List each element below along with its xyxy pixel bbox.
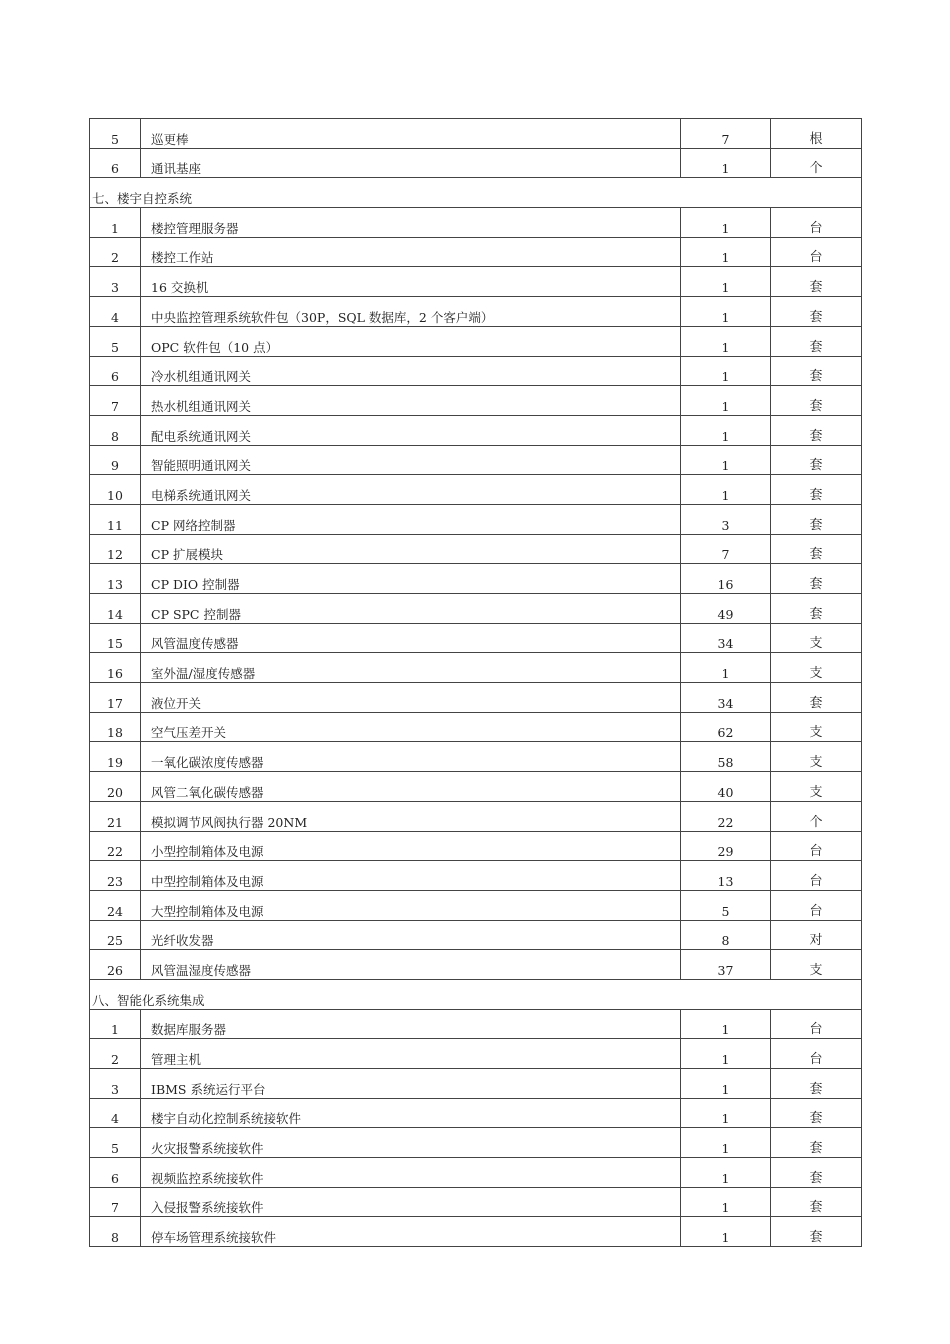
item-quantity: 1 xyxy=(681,1069,771,1099)
item-quantity: 1 xyxy=(681,297,771,327)
table-row xyxy=(90,1009,862,1039)
table-row xyxy=(90,267,862,297)
table-row xyxy=(90,1217,862,1247)
item-number: 16 xyxy=(90,653,141,683)
table-row xyxy=(90,861,862,891)
item-unit: 根 xyxy=(771,119,862,149)
item-unit: 套 xyxy=(771,504,862,534)
item-unit: 台 xyxy=(771,237,862,267)
item-name: 小型控制箱体及电源 xyxy=(141,831,681,861)
item-name: CP DIO 控制器 xyxy=(141,564,681,594)
item-unit: 套 xyxy=(771,475,862,505)
item-quantity: 1 xyxy=(681,148,771,178)
item-unit: 台 xyxy=(771,1009,862,1039)
table-row xyxy=(90,1128,862,1158)
item-quantity: 1 xyxy=(681,445,771,475)
item-quantity: 1 xyxy=(681,1039,771,1069)
item-quantity: 7 xyxy=(681,534,771,564)
item-unit: 套 xyxy=(771,297,862,327)
item-name: 通讯基座 xyxy=(141,148,681,178)
item-name: 楼宇自动化控制系统接软件 xyxy=(141,1098,681,1128)
item-quantity: 13 xyxy=(681,861,771,891)
item-quantity: 1 xyxy=(681,1187,771,1217)
table-row xyxy=(90,1039,862,1069)
item-quantity: 58 xyxy=(681,742,771,772)
section-title: 七、楼宇自控系统 xyxy=(90,178,862,208)
item-name: 中型控制箱体及电源 xyxy=(141,861,681,891)
item-number: 1 xyxy=(90,208,141,238)
item-unit: 套 xyxy=(771,1158,862,1188)
item-quantity: 1 xyxy=(681,1158,771,1188)
table-row xyxy=(90,772,862,802)
table-row xyxy=(90,208,862,238)
item-name: 中央监控管理系统软件包（30P，SQL 数据库，2 个客户端） xyxy=(141,297,681,327)
item-quantity: 1 xyxy=(681,1128,771,1158)
item-unit: 支 xyxy=(771,653,862,683)
item-unit: 套 xyxy=(771,326,862,356)
table-row xyxy=(90,831,862,861)
item-quantity: 1 xyxy=(681,208,771,238)
item-number: 12 xyxy=(90,534,141,564)
item-quantity: 22 xyxy=(681,801,771,831)
item-name: 数据库服务器 xyxy=(141,1009,681,1039)
item-number: 14 xyxy=(90,594,141,624)
item-name: 空气压差开关 xyxy=(141,712,681,742)
table-row xyxy=(90,504,862,534)
table-row xyxy=(90,920,862,950)
item-number: 20 xyxy=(90,772,141,802)
item-quantity: 16 xyxy=(681,564,771,594)
item-unit: 个 xyxy=(771,801,862,831)
item-name: 模拟调节风阀执行器 20NM xyxy=(141,801,681,831)
item-name: 风管温湿度传感器 xyxy=(141,950,681,980)
item-unit: 套 xyxy=(771,445,862,475)
item-quantity: 1 xyxy=(681,326,771,356)
item-unit: 套 xyxy=(771,683,862,713)
item-number: 3 xyxy=(90,267,141,297)
item-number: 21 xyxy=(90,801,141,831)
item-quantity: 1 xyxy=(681,415,771,445)
item-number: 2 xyxy=(90,237,141,267)
item-quantity: 1 xyxy=(681,1009,771,1039)
item-number: 5 xyxy=(90,326,141,356)
item-quantity: 37 xyxy=(681,950,771,980)
item-name: 热水机组通讯网关 xyxy=(141,386,681,416)
item-name: 光纤收发器 xyxy=(141,920,681,950)
item-number: 11 xyxy=(90,504,141,534)
item-quantity: 3 xyxy=(681,504,771,534)
item-quantity: 1 xyxy=(681,267,771,297)
item-number: 8 xyxy=(90,1217,141,1247)
item-unit: 套 xyxy=(771,356,862,386)
table-row xyxy=(90,712,862,742)
item-quantity: 1 xyxy=(681,237,771,267)
item-number: 18 xyxy=(90,712,141,742)
item-quantity: 34 xyxy=(681,623,771,653)
item-number: 7 xyxy=(90,386,141,416)
item-number: 19 xyxy=(90,742,141,772)
item-name: 楼控工作站 xyxy=(141,237,681,267)
item-quantity: 1 xyxy=(681,386,771,416)
item-unit: 台 xyxy=(771,1039,862,1069)
item-unit: 套 xyxy=(771,1069,862,1099)
item-name: 大型控制箱体及电源 xyxy=(141,890,681,920)
table-row xyxy=(90,237,862,267)
item-name: 电梯系统通讯网关 xyxy=(141,475,681,505)
item-quantity: 1 xyxy=(681,653,771,683)
item-name: 入侵报警系统接软件 xyxy=(141,1187,681,1217)
table-row xyxy=(90,386,862,416)
item-quantity: 34 xyxy=(681,683,771,713)
item-unit: 套 xyxy=(771,594,862,624)
item-quantity: 1 xyxy=(681,1098,771,1128)
item-name: CP 扩展模块 xyxy=(141,534,681,564)
item-name: 风管二氧化碳传感器 xyxy=(141,772,681,802)
item-number: 15 xyxy=(90,623,141,653)
item-number: 1 xyxy=(90,1009,141,1039)
table-row xyxy=(90,950,862,980)
table-row xyxy=(90,534,862,564)
table-row xyxy=(90,356,862,386)
item-name: 巡更棒 xyxy=(141,119,681,149)
item-name: 风管温度传感器 xyxy=(141,623,681,653)
item-number: 4 xyxy=(90,1098,141,1128)
item-quantity: 5 xyxy=(681,890,771,920)
table-row xyxy=(90,1187,862,1217)
table-row xyxy=(90,445,862,475)
table-row xyxy=(90,623,862,653)
item-number: 7 xyxy=(90,1187,141,1217)
item-name: 冷水机组通讯网关 xyxy=(141,356,681,386)
item-number: 25 xyxy=(90,920,141,950)
item-number: 8 xyxy=(90,415,141,445)
item-unit: 支 xyxy=(771,742,862,772)
table-row xyxy=(90,326,862,356)
table-row xyxy=(90,801,862,831)
item-unit: 支 xyxy=(771,950,862,980)
table-row xyxy=(90,119,862,149)
table-row xyxy=(90,683,862,713)
table-row xyxy=(90,653,862,683)
equipment-table-body xyxy=(90,119,862,1247)
item-unit: 套 xyxy=(771,1098,862,1128)
table-row xyxy=(90,1098,862,1128)
item-name: IBMS 系统运行平台 xyxy=(141,1069,681,1099)
item-number: 6 xyxy=(90,1158,141,1188)
item-quantity: 1 xyxy=(681,356,771,386)
item-quantity: 8 xyxy=(681,920,771,950)
item-number: 17 xyxy=(90,683,141,713)
item-number: 10 xyxy=(90,475,141,505)
item-quantity: 1 xyxy=(681,475,771,505)
item-name: 火灾报警系统接软件 xyxy=(141,1128,681,1158)
item-name: 配电系统通讯网关 xyxy=(141,415,681,445)
equipment-table xyxy=(89,118,862,1247)
item-number: 2 xyxy=(90,1039,141,1069)
section-header-row xyxy=(90,979,862,1009)
item-number: 13 xyxy=(90,564,141,594)
item-unit: 套 xyxy=(771,415,862,445)
item-unit: 支 xyxy=(771,772,862,802)
item-name: 室外温/湿度传感器 xyxy=(141,653,681,683)
item-unit: 台 xyxy=(771,208,862,238)
table-row xyxy=(90,148,862,178)
item-number: 4 xyxy=(90,297,141,327)
table-row xyxy=(90,415,862,445)
item-number: 9 xyxy=(90,445,141,475)
table-row xyxy=(90,890,862,920)
item-quantity: 49 xyxy=(681,594,771,624)
section-title: 八、智能化系统集成 xyxy=(90,979,862,1009)
item-unit: 套 xyxy=(771,1128,862,1158)
table-row xyxy=(90,297,862,327)
item-unit: 个 xyxy=(771,148,862,178)
table-row xyxy=(90,1158,862,1188)
item-quantity: 62 xyxy=(681,712,771,742)
item-number: 5 xyxy=(90,119,141,149)
item-unit: 台 xyxy=(771,861,862,891)
item-unit: 套 xyxy=(771,1187,862,1217)
item-unit: 支 xyxy=(771,623,862,653)
item-unit: 台 xyxy=(771,831,862,861)
item-number: 6 xyxy=(90,148,141,178)
item-name: 一氧化碳浓度传感器 xyxy=(141,742,681,772)
item-name: 16 交换机 xyxy=(141,267,681,297)
table-row xyxy=(90,475,862,505)
item-number: 22 xyxy=(90,831,141,861)
item-name: CP SPC 控制器 xyxy=(141,594,681,624)
item-quantity: 29 xyxy=(681,831,771,861)
item-name: 智能照明通讯网关 xyxy=(141,445,681,475)
item-name: 停车场管理系统接软件 xyxy=(141,1217,681,1247)
item-unit: 对 xyxy=(771,920,862,950)
item-quantity: 7 xyxy=(681,119,771,149)
item-number: 5 xyxy=(90,1128,141,1158)
table-row xyxy=(90,1069,862,1099)
item-name: CP 网络控制器 xyxy=(141,504,681,534)
item-unit: 套 xyxy=(771,267,862,297)
item-name: 管理主机 xyxy=(141,1039,681,1069)
item-unit: 套 xyxy=(771,386,862,416)
table-row xyxy=(90,564,862,594)
item-unit: 台 xyxy=(771,890,862,920)
item-name: 楼控管理服务器 xyxy=(141,208,681,238)
item-number: 3 xyxy=(90,1069,141,1099)
section-header-row xyxy=(90,178,862,208)
item-number: 26 xyxy=(90,950,141,980)
item-number: 23 xyxy=(90,861,141,891)
item-number: 24 xyxy=(90,890,141,920)
item-quantity: 40 xyxy=(681,772,771,802)
item-unit: 套 xyxy=(771,534,862,564)
item-number: 6 xyxy=(90,356,141,386)
item-name: OPC 软件包（10 点） xyxy=(141,326,681,356)
item-name: 液位开关 xyxy=(141,683,681,713)
item-unit: 支 xyxy=(771,712,862,742)
table-row xyxy=(90,594,862,624)
item-name: 视频监控系统接软件 xyxy=(141,1158,681,1188)
table-row xyxy=(90,742,862,772)
item-quantity: 1 xyxy=(681,1217,771,1247)
item-unit: 套 xyxy=(771,1217,862,1247)
item-unit: 套 xyxy=(771,564,862,594)
